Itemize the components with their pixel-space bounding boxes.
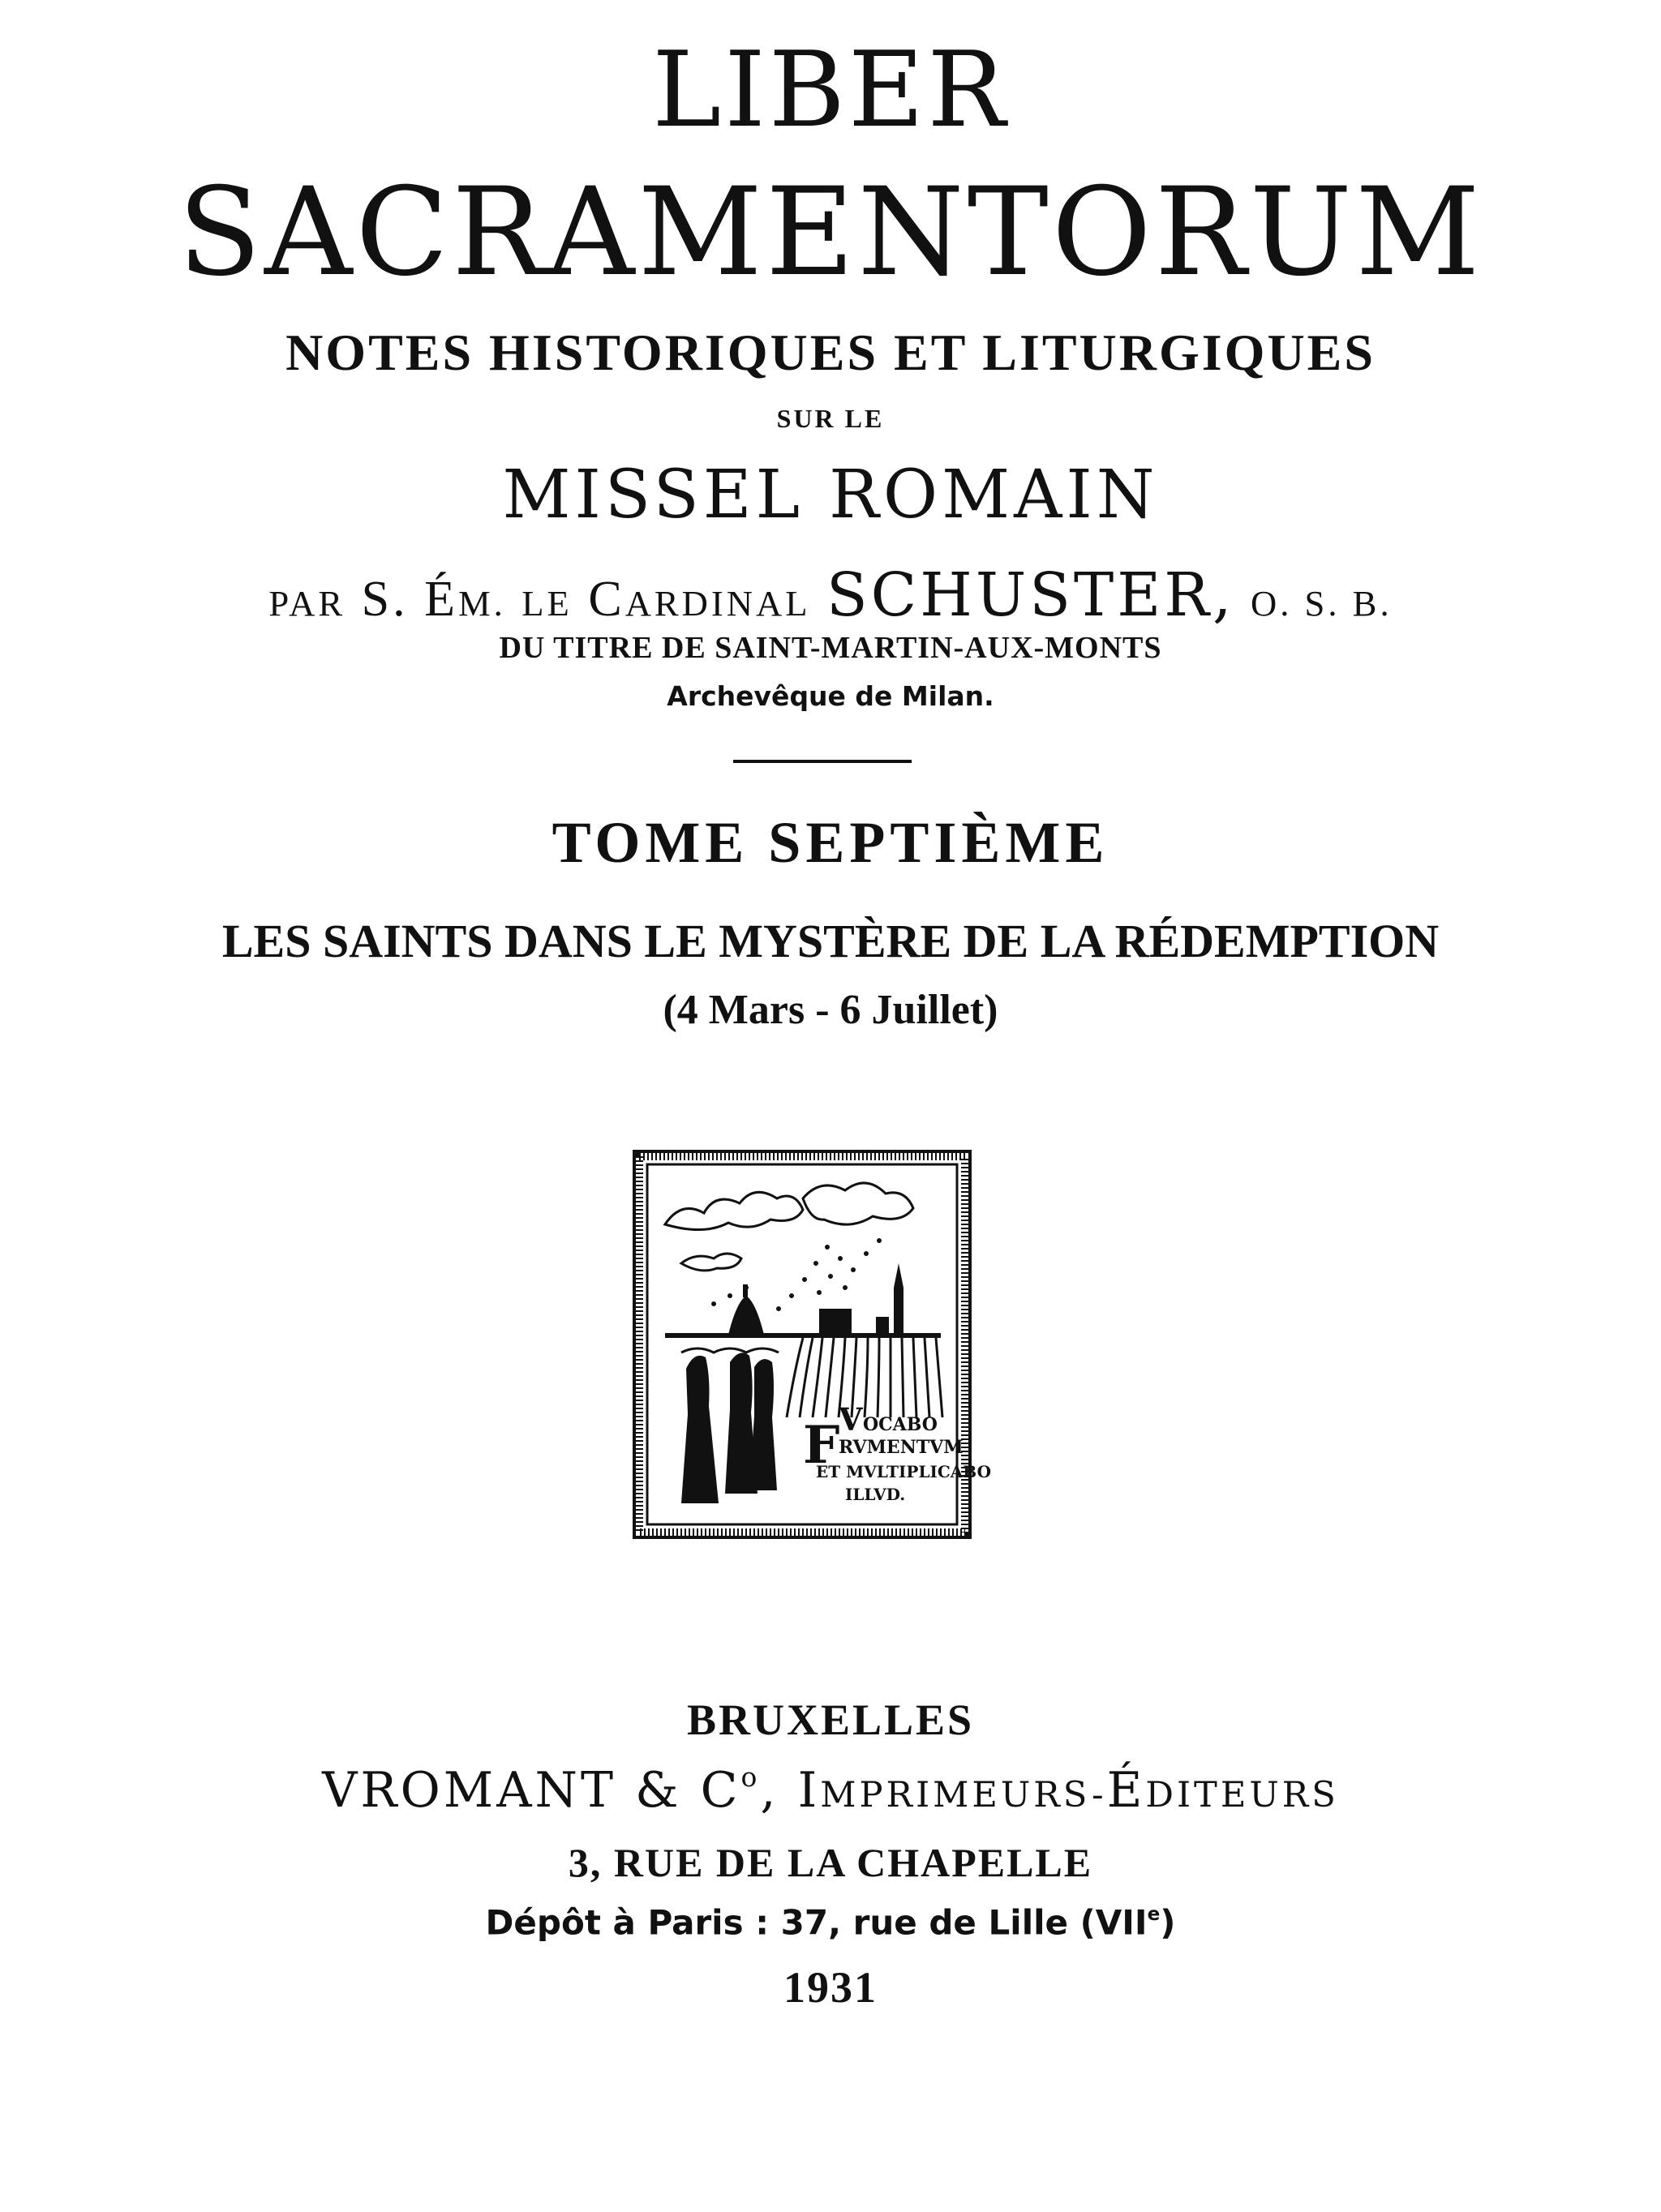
publisher-depot: Dépôt à Paris : 37, rue de Lille (VIIe) [485, 1902, 1176, 1943]
subtitle-line-3: MISSEL ROMAIN [502, 457, 1159, 534]
title-line-2: SACRAMENTORUM [178, 162, 1483, 303]
subtitle-line-2: SUR LE [776, 404, 885, 433]
author-cardinal: CARDINAL [588, 572, 811, 627]
printers-emblem [633, 1150, 992, 1539]
emblem-motto-line-3: ET MVLTIPLICABO [816, 1462, 992, 1481]
author-office: Archevêque de Milan. [667, 680, 994, 712]
author-titular-church: DU TITRE DE SAINT-MARTIN-AUX-MONTS [499, 631, 1162, 665]
emblem-motto-cap-1: V [839, 1401, 863, 1438]
author-line [0, 560, 1661, 630]
volume-dates: (4 Mars - 6 Juillet) [663, 987, 998, 1033]
emblem-motto-line-4: ILLVD. [845, 1485, 906, 1504]
author-le: LE [521, 583, 573, 624]
emblem-motto-cap-2: F [803, 1415, 840, 1476]
author-par: PAR [268, 583, 346, 624]
publisher-city: BRUXELLES [686, 1695, 975, 1744]
author-title-prefix: S. ÉM. [361, 572, 506, 627]
title-line-1: LIBER [652, 30, 1009, 151]
publisher-name: VROMANT & $C^o$, IMPRIMEURS-ÉDITEURS [322, 1761, 1339, 1819]
emblem-motto-line-2: RVMENTVM [839, 1437, 964, 1458]
publisher-address: 3, RUE DE LA CHAPELLE [568, 1840, 1093, 1885]
subtitle-line-1: NOTES HISTORIQUES ET LITURGIQUES [285, 324, 1376, 381]
author-name: SCHUSTER, [826, 560, 1235, 630]
volume-tome: TOME SEPTIÈME [552, 810, 1109, 875]
emblem-motto-line-1: OCABO [863, 1414, 938, 1435]
publication-year: 1931 [783, 1963, 878, 2012]
section-divider [733, 760, 912, 763]
volume-theme: LES SAINTS DANS LE MYSTÈRE DE LA RÉDEMPTION [221, 915, 1440, 967]
author-order: O. S. B. [1251, 583, 1393, 624]
